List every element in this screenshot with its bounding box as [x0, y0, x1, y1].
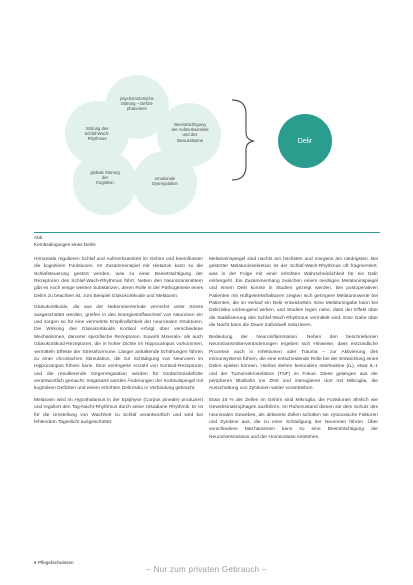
diagram-node-label: globale Störung der Kognition [90, 170, 120, 186]
curly-brace-icon [232, 100, 254, 180]
diagram-node-label: emotionale Dysregulation [152, 176, 178, 187]
diagram-node-label: Störung des Schlaf-Wach- Rhythmus [84, 126, 110, 142]
delir-diagram [0, 0, 413, 230]
figure-divider [34, 232, 380, 233]
left-text-column [34, 256, 203, 431]
delir-label: Delir [297, 138, 313, 145]
paragraph: Glukokortikoide, die aus der Nebennierenrinde vermehrt unter Stress ausgeschüttet werden, greifen in den Energiestoffwechsel von Neuronen ein und sorgen so für eine vermehrte Empfindlichkeit der neuronalen Strukturen. Die Wirkung des Glukokortikoids Kortisol erfolgt über verschiedene Mechanismen, darunter spezifische Rezeptoren. Sowohl Mineralo- als auch Glukokortikoid-Rezeptoren, die in hoher Dichte im Hippocampus vorkommen, vermitteln Effekte der Stresshormone. Länger anhaltende Erhöhungen führen zu einer chronischen Stimulation, die zur Schädigung von Neuronen im Hippocampus führen kann. Eine verringerte Anzahl von Kortisol-Rezeptoren und die resultierende Gegenregulation werden für Gedächtnisdefizite verantwortlich gemacht. Insgesamt werden Änderungen der Kortisolspiegel mit kognitiven Defiziten und einem erhöhten Delirrisiko in Verbindung gebracht. [34, 305, 203, 392]
figure-caption: Kernbedingungen eines Delirs [34, 242, 96, 247]
watermark: – Nur zum privaten Gebrauch – [146, 565, 267, 574]
diagram-node-label: psychomotorische Störung – Defizit- phänomen [120, 96, 154, 112]
page-footer: 6 Pflegefachwissen [34, 560, 74, 565]
paragraph: Melatoninspiegel sind nachts am höchsten und morgens am niedrigsten. Bei gestörter Melatoninsekretion ist der Schlaf-Wach-Rhythmus oft fragmentiert, was in der Folge mit einer erhöhten Wahrscheinlichkeit für ein Delir einhergeht. Ein Zusammenhang zwischen einem niedrigen Melatoninspiegel und einem Delir konnte in Studien gezeigt werden. Bei postoperativen Patienten mit Hüftgelenksfrakturen zeigten sich geringere Melatoninwerte bei Patienten, die im Verlauf ein Delir entwickelten. Eine Melatoningabe kann bei Delirrisiko vorbeugend wirken, und Studien legen nahe, dass der Effekt über die Stabilisierung des Schlaf-Wach-Rhythmus vermittelt wird. Eine Gabe über die Nacht kann die Dauer individuell reduzieren. [209, 257, 378, 329]
figure-number: Abb. [34, 235, 44, 240]
paragraph: Melatonin wird im Hypothalamus in der Epiphyse (Corpus pineale) produziert und reguliert den Tag-Nacht-Rhythmus durch seine zirkadiane Rhythmik. Er ist für die Umstellung von Wachheit zu Schlaf verantwortlich und wird bei fehlendem Tageslicht ausgeschüttet. [34, 397, 203, 425]
paragraph: Hirnareale regulieren Schlaf und Aufmerksamkeit im Gehirn und beeinflussen die kognitiven Funktionen. Im Zusammenspiel mit Histamin kann so die Schlafsteuerung gestört werden, was zu einer Beeinträchtigung der Rezeptoren des Schlaf-Wach-Rhythmus führt. Neben den Neurotransmittern gibt es noch einige weitere Substanzen, deren Rolle in der Pathogenese eines Delirs zu beachten ist, zum Beispiel Glukokortikoide und Melatonin. [34, 257, 203, 299]
paragraph: Etwa 15 % der Zellen im Gehirn sind Mikroglia, die Funktionen ähnlich wie Gewebsmakrophagen ausführen. Im Ruhezustand dienen sie dem Schutz des neuronalen Gewebes, als aktivierte Zellen schütten sie zytotoxische Faktoren und Zytokine aus, die zu einer Schädigung der Neuronen führen. Über verschiedene Mechanismen kann so eine Beeinträchtigung der Neurotransmission und der Homöostase entstehen. [209, 397, 378, 440]
right-text-column [209, 256, 378, 441]
diagram-graphic [0, 0, 413, 230]
paragraph: Bedeutung der Neuroinflammation. Neben den beschriebenen Neurotransmitterveränderungen ergeben sich Hinweise, dass entzündliche Prozesse auch in Infektionen oder Trauma – zur Aktivierung des Immunsystems führen, die eine entscheidende Rolle bei der Entwicklung eines Delirs spielen können. Hierbei stehen besonders Interleukine (IL), etwa IL-1 und der Tumornekrosefaktor (TNF) im Fokus. Diese gelangen aus der peripheren Blutbahn ins ZNS und interagieren dort mit Mikroglia, die Ausschüttung von Zytokinen weiter vorantreiben. [209, 334, 378, 392]
diagram-node-label: Beeinträchtigung der Aufmerksamkeit und des Bewusstseins [171, 122, 209, 143]
